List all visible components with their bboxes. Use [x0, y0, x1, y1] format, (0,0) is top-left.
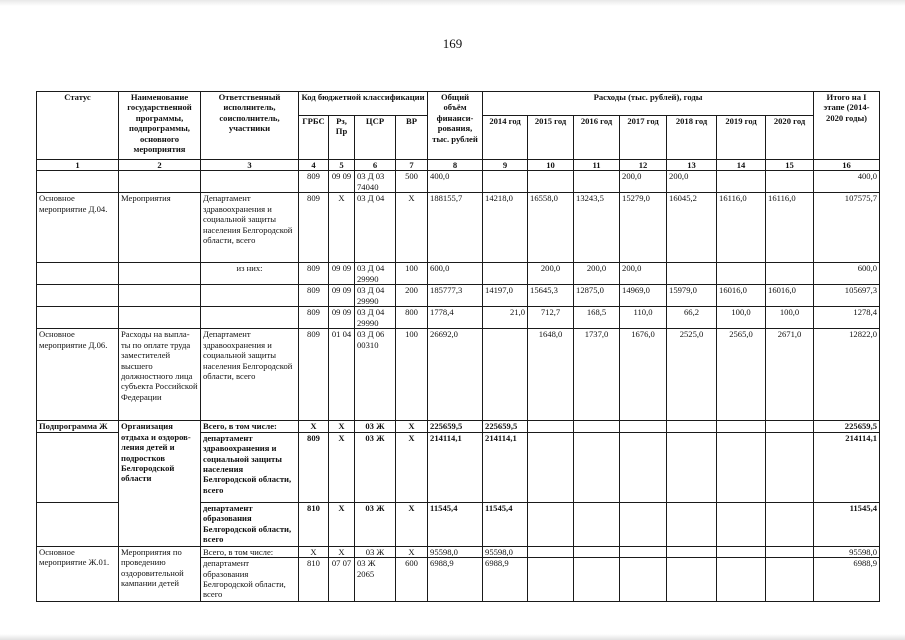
cell-y2018: [667, 502, 717, 546]
cell-y2016: [574, 558, 620, 602]
cell-rzpr: 09 09: [329, 307, 355, 329]
header-expenses: Расходы (тыс. рублей), годы: [483, 92, 814, 116]
cell-status: [37, 285, 119, 307]
cell-y2020: [766, 558, 814, 602]
cell-executor: Департамент здравоохранения и социальной защиты населения Белгородской области, всего: [201, 329, 299, 421]
cell-y2017: [620, 502, 667, 546]
cell-y2019: [717, 421, 766, 432]
column-number: 15: [766, 160, 814, 171]
cell-y2018: [667, 432, 717, 502]
cell-y2019: [717, 171, 766, 193]
cell-name: Мероприятия: [119, 193, 201, 263]
cell-grbs: 809: [299, 193, 329, 263]
cell-itogo: 95598,0: [814, 546, 880, 557]
cell-itogo: 12822,0: [814, 329, 880, 421]
cell-y2017: 200,0: [620, 171, 667, 193]
cell-itogo: 105697,3: [814, 285, 880, 307]
cell-y2015: [528, 421, 574, 432]
cell-y2020: [766, 263, 814, 285]
cell-grbs: 809: [299, 171, 329, 193]
table-row: [37, 329, 880, 421]
cell-csr: 03 Ж: [355, 432, 396, 502]
cell-executor: Всего, в том числе:: [201, 546, 299, 557]
cell-status: Основное мероприятие Д.04.: [37, 193, 119, 263]
cell-total: 600,0: [428, 263, 483, 285]
cell-y2017: 200,0: [620, 263, 667, 285]
cell-y2019: 16016,0: [717, 285, 766, 307]
cell-itogo: 107575,7: [814, 193, 880, 263]
cell-status: [37, 307, 119, 329]
header-executor: Ответственный исполнитель, соисполнитель, участники: [201, 92, 299, 160]
cell-y2015: 16558,0: [528, 193, 574, 263]
cell-rzpr: 01 04: [329, 329, 355, 421]
cell-status: Основное мероприятие Ж.01.: [37, 546, 119, 601]
cell-vr: X: [396, 421, 428, 432]
cell-vr: X: [396, 193, 428, 263]
header-name: Наименование государственной программы, подпрограммы, основного мероприятия: [119, 92, 201, 160]
cell-y2019: 16116,0: [717, 193, 766, 263]
cell-rzpr: X: [329, 502, 355, 546]
cell-y2016: [574, 546, 620, 557]
cell-executor: Всего, в том числе:: [201, 421, 299, 432]
column-number: 4: [299, 160, 329, 171]
cell-csr: 03 Д 06 00310: [355, 329, 396, 421]
cell-total: 11545,4: [428, 502, 483, 546]
column-number: 2: [119, 160, 201, 171]
cell-name: [119, 307, 201, 329]
cell-total: 185777,3: [428, 285, 483, 307]
cell-y2015: [528, 432, 574, 502]
cell-y2014: 14218,0: [483, 193, 528, 263]
cell-y2014: [483, 171, 528, 193]
cell-grbs: 809: [299, 432, 329, 502]
cell-y2017: 15279,0: [620, 193, 667, 263]
cell-executor: Департамент здравоохранения и социальной защиты населения Белгородской области, всего: [201, 193, 299, 263]
cell-y2014: 214114,1: [483, 432, 528, 502]
cell-y2018: 66,2: [667, 307, 717, 329]
cell-status: Подпрограмма Ж: [37, 421, 119, 432]
cell-y2020: [766, 502, 814, 546]
cell-y2020: 16116,0: [766, 193, 814, 263]
column-number: 3: [201, 160, 299, 171]
header-rzpr: Рз, Пр: [329, 116, 355, 160]
cell-total: 214114,1: [428, 432, 483, 502]
cell-grbs: 809: [299, 263, 329, 285]
cell-itogo: 225659,5: [814, 421, 880, 432]
cell-total: 1778,4: [428, 307, 483, 329]
cell-y2018: 16045,2: [667, 193, 717, 263]
cell-vr: 800: [396, 307, 428, 329]
cell-name: Организация отдыха и оздоров-ления детей и подростков Белгородской области: [119, 421, 201, 546]
cell-y2017: [620, 432, 667, 502]
cell-y2017: 14969,0: [620, 285, 667, 307]
cell-y2019: [717, 502, 766, 546]
cell-y2016: [574, 421, 620, 432]
cell-y2019: [717, 546, 766, 557]
cell-vr: 600: [396, 558, 428, 602]
cell-grbs: X: [299, 546, 329, 557]
cell-y2019: 2565,0: [717, 329, 766, 421]
cell-csr: 03 Ж: [355, 546, 396, 557]
cell-grbs: 810: [299, 558, 329, 602]
column-number: 9: [483, 160, 528, 171]
cell-y2015: [528, 558, 574, 602]
cell-y2020: [766, 432, 814, 502]
cell-y2019: 100,0: [717, 307, 766, 329]
cell-status: Основное мероприятие Д.06.: [37, 329, 119, 421]
column-number: 11: [574, 160, 620, 171]
table-row: [37, 546, 880, 557]
cell-total: 225659,5: [428, 421, 483, 432]
cell-y2018: [667, 263, 717, 285]
table-row: [37, 193, 880, 263]
cell-y2015: [528, 171, 574, 193]
cell-y2018: [667, 421, 717, 432]
cell-y2020: 16016,0: [766, 285, 814, 307]
cell-y2019: [717, 432, 766, 502]
column-number: 7: [396, 160, 428, 171]
cell-total: 400,0: [428, 171, 483, 193]
page-number: 169: [442, 36, 463, 51]
cell-csr: 03 Д 04 29990: [355, 285, 396, 307]
header-budget-code: Код бюджетной классификации: [299, 92, 428, 116]
cell-y2015: 712,7: [528, 307, 574, 329]
cell-vr: 100: [396, 263, 428, 285]
cell-y2015: [528, 502, 574, 546]
cell-status: [37, 432, 119, 502]
cell-csr: 03 Ж 2065: [355, 558, 396, 602]
cell-itogo: 400,0: [814, 171, 880, 193]
cell-total: 95598,0: [428, 546, 483, 557]
cell-name: [119, 263, 201, 285]
cell-y2016: 1737,0: [574, 329, 620, 421]
column-number: 6: [355, 160, 396, 171]
cell-total: 26692,0: [428, 329, 483, 421]
cell-vr: 100: [396, 329, 428, 421]
cell-y2016: [574, 432, 620, 502]
cell-y2016: 13243,5: [574, 193, 620, 263]
cell-y2019: [717, 263, 766, 285]
cell-y2017: [620, 421, 667, 432]
cell-rzpr: X: [329, 193, 355, 263]
cell-y2016: 200,0: [574, 263, 620, 285]
cell-vr: X: [396, 502, 428, 546]
cell-y2020: [766, 421, 814, 432]
cell-itogo: 11545,4: [814, 502, 880, 546]
column-number-row: [37, 160, 880, 171]
cell-csr: 03 Д 04: [355, 193, 396, 263]
column-number: 14: [717, 160, 766, 171]
header-year-2016: 2016 год: [574, 116, 620, 160]
cell-executor: [201, 285, 299, 307]
cell-y2020: 100,0: [766, 307, 814, 329]
cell-rzpr: X: [329, 432, 355, 502]
header-grbs: ГРБС: [299, 116, 329, 160]
cell-y2014: 6988,9: [483, 558, 528, 602]
cell-y2014: 11545,4: [483, 502, 528, 546]
cell-y2014: [483, 329, 528, 421]
cell-total: 6988,9: [428, 558, 483, 602]
scan-edge-bottom: [0, 634, 905, 640]
cell-grbs: 809: [299, 329, 329, 421]
cell-executor: департамент здравоохранения и социальной защиты населения Белгородской области, всего: [201, 432, 299, 502]
cell-itogo: 214114,1: [814, 432, 880, 502]
cell-y2014: [483, 263, 528, 285]
cell-csr: 03 Д 03 74040: [355, 171, 396, 193]
cell-itogo: 6988,9: [814, 558, 880, 602]
cell-vr: X: [396, 546, 428, 557]
cell-rzpr: 09 09: [329, 263, 355, 285]
header-year-2015: 2015 год: [528, 116, 574, 160]
cell-name: [119, 285, 201, 307]
cell-rzpr: X: [329, 546, 355, 557]
cell-y2015: 15645,3: [528, 285, 574, 307]
column-number: 5: [329, 160, 355, 171]
column-number: 8: [428, 160, 483, 171]
cell-executor: из них:: [201, 263, 299, 285]
cell-csr: 03 Д 04 29990: [355, 307, 396, 329]
header-itogo: Итого на I этапе (2014-2020 годы): [814, 92, 880, 160]
column-number: 13: [667, 160, 717, 171]
cell-y2014: 14197,0: [483, 285, 528, 307]
cell-itogo: 600,0: [814, 263, 880, 285]
cell-executor: департамент образования Белгородской области, всего: [201, 502, 299, 546]
cell-executor: департамент образования Белгородской области, всего: [201, 558, 299, 602]
cell-executor: [201, 171, 299, 193]
cell-y2015: [528, 546, 574, 557]
cell-rzpr: X: [329, 421, 355, 432]
cell-y2015: 200,0: [528, 263, 574, 285]
header-year-2017: 2017 год: [620, 116, 667, 160]
header-year-2019: 2019 год: [717, 116, 766, 160]
cell-itogo: 1278,4: [814, 307, 880, 329]
cell-name: Мероприятия по проведению оздоровительной кампании детей: [119, 546, 201, 601]
cell-status: [37, 263, 119, 285]
cell-y2017: 1676,0: [620, 329, 667, 421]
table-row: [37, 307, 880, 329]
cell-y2016: 168,5: [574, 307, 620, 329]
cell-rzpr: 09 09: [329, 171, 355, 193]
cell-y2018: 2525,0: [667, 329, 717, 421]
cell-status: [37, 171, 119, 193]
header-csr: ЦСР: [355, 116, 396, 160]
cell-y2019: [717, 558, 766, 602]
cell-vr: X: [396, 432, 428, 502]
table-row: [37, 171, 880, 193]
cell-y2017: [620, 558, 667, 602]
cell-y2016: [574, 502, 620, 546]
cell-y2015: 1648,0: [528, 329, 574, 421]
cell-rzpr: 09 09: [329, 285, 355, 307]
cell-y2020: 2671,0: [766, 329, 814, 421]
cell-y2018: 200,0: [667, 171, 717, 193]
header-vr: ВР: [396, 116, 428, 160]
cell-y2020: [766, 546, 814, 557]
table-row: [37, 263, 880, 285]
cell-grbs: 810: [299, 502, 329, 546]
cell-csr: 03 Ж: [355, 421, 396, 432]
scan-edge-top: [0, 0, 905, 6]
column-number: 1: [37, 160, 119, 171]
cell-y2014: 95598,0: [483, 546, 528, 557]
cell-y2016: 12875,0: [574, 285, 620, 307]
header-status: Статус: [37, 92, 119, 160]
cell-status: [37, 502, 119, 546]
header-year-2018: 2018 год: [667, 116, 717, 160]
column-number: 10: [528, 160, 574, 171]
column-number: 12: [620, 160, 667, 171]
cell-vr: 500: [396, 171, 428, 193]
cell-y2018: 15979,0: [667, 285, 717, 307]
header-year-2014: 2014 год: [483, 116, 528, 160]
cell-y2016: [574, 171, 620, 193]
cell-grbs: 809: [299, 285, 329, 307]
table-row: [37, 285, 880, 307]
cell-csr: 03 Ж: [355, 502, 396, 546]
cell-y2020: [766, 171, 814, 193]
cell-y2017: 110,0: [620, 307, 667, 329]
cell-name: Расходы на выпла-ты по оплате труда заместителей высшего должностного лица субъекта Российской Федерации: [119, 329, 201, 421]
budget-table: [36, 91, 880, 602]
cell-grbs: 809: [299, 307, 329, 329]
cell-y2014: 21,0: [483, 307, 528, 329]
cell-y2017: [620, 546, 667, 557]
column-number: 16: [814, 160, 880, 171]
cell-y2014: 225659,5: [483, 421, 528, 432]
cell-executor: [201, 307, 299, 329]
cell-csr: 03 Д 04 29990: [355, 263, 396, 285]
cell-vr: 200: [396, 285, 428, 307]
cell-rzpr: 07 07: [329, 558, 355, 602]
cell-grbs: X: [299, 421, 329, 432]
header-year-2020: 2020 год: [766, 116, 814, 160]
cell-total: 188155,7: [428, 193, 483, 263]
cell-y2018: [667, 558, 717, 602]
cell-name: [119, 171, 201, 193]
table-row: [37, 421, 880, 432]
cell-y2018: [667, 546, 717, 557]
header-total-volume: Общий объём финанси-рования, тыс. рублей: [428, 92, 483, 160]
